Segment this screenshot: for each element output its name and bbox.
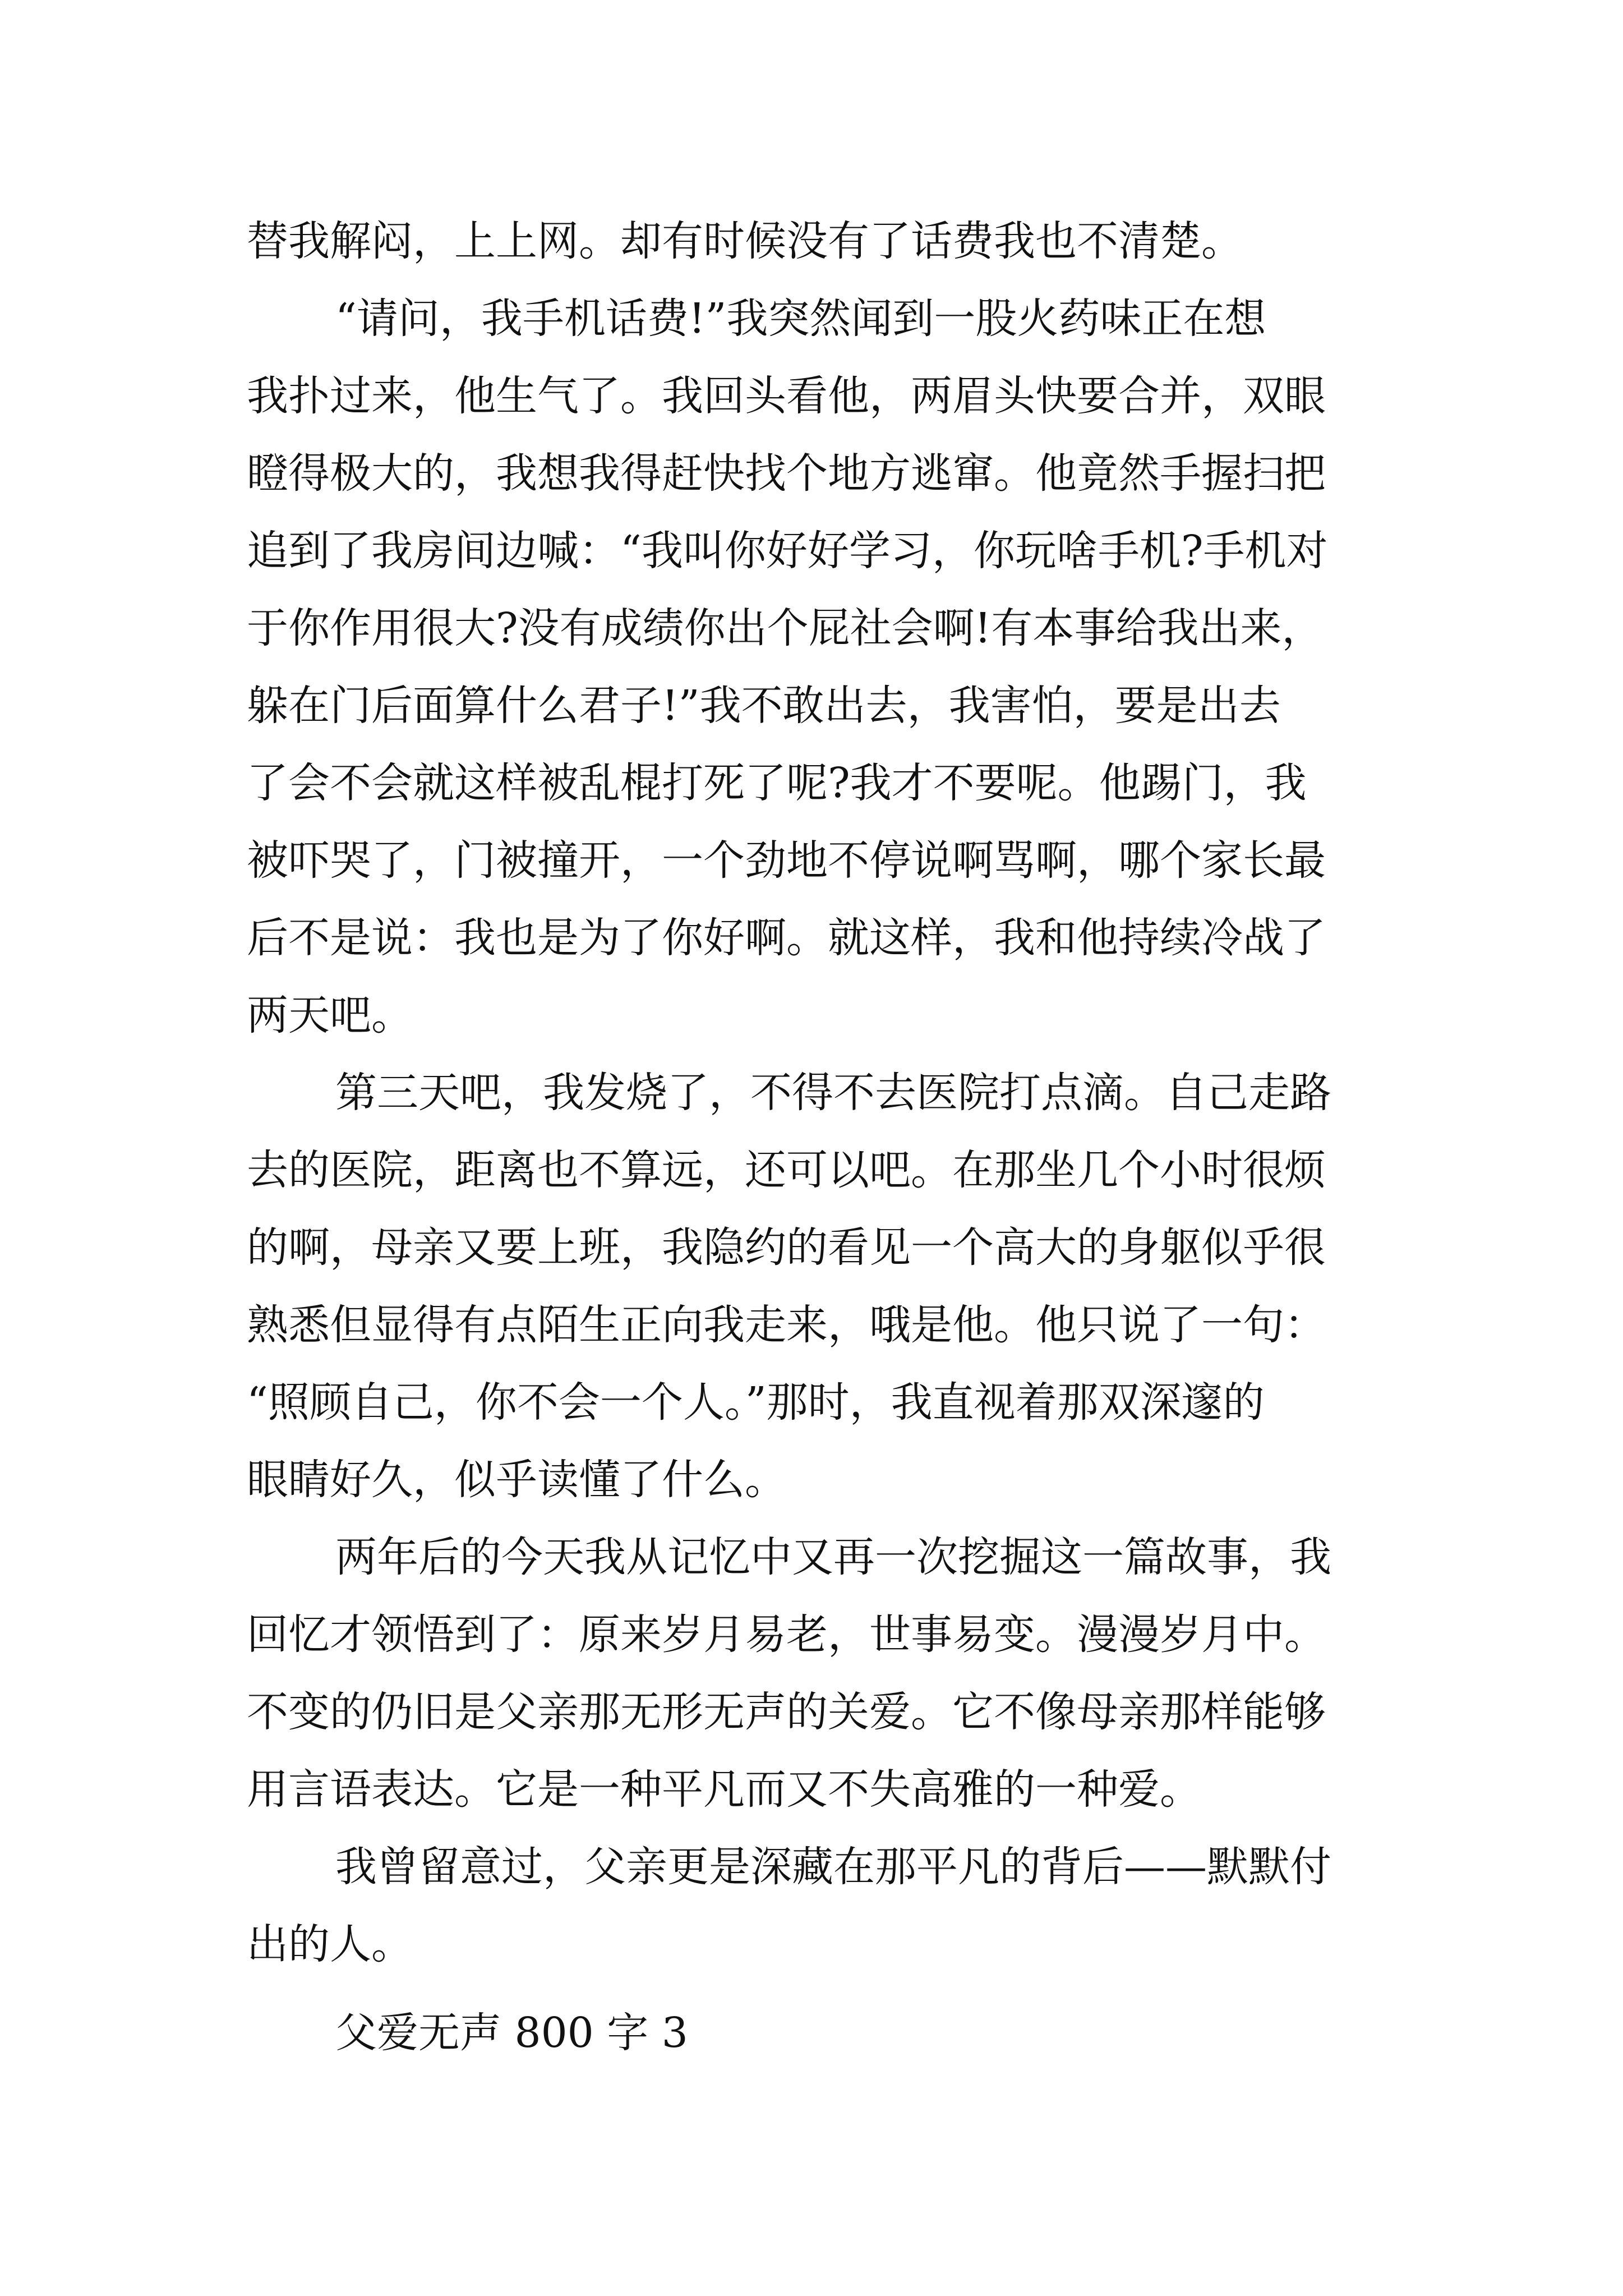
text-line: 我曾留意过，父亲更是深藏在那平凡的背后——默默付 xyxy=(335,1843,1331,1891)
text-line: 后不是说：我也是为了你好啊。就这样，我和他持续冷战了 xyxy=(247,914,1326,962)
text-line: “照顾自己，你不会一个人。”那时，我直视着那双深邃的 xyxy=(247,1378,1265,1427)
text-line: 被吓哭了，门被撞开，一个劲地不停说啊骂啊，哪个家长最 xyxy=(247,836,1326,885)
text-line: 瞪得极大的，我想我得赶快找个地方逃窜。他竟然手握扫把 xyxy=(247,449,1326,498)
text-line: 回忆才领悟到了：原来岁月易老，世事易变。漫漫岁月中。 xyxy=(247,1611,1326,1659)
text-line: 第三天吧，我发烧了，不得不去医院打点滴。自己走路 xyxy=(335,1069,1331,1117)
text-line: 我扑过来，他生气了。我回头看他，两眉头快要合并，双眼 xyxy=(247,372,1326,420)
text-line: “请问，我手机话费!”我突然闻到一股火药味正在想 xyxy=(335,295,1266,343)
text-line: 两年后的今天我从记忆中又再一次挖掘这一篇故事，我 xyxy=(335,1533,1331,1581)
text-line: 替我解闷，上上网。却有时候没有了话费我也不清楚。 xyxy=(247,217,1243,265)
text-line: 了会不会就这样被乱棍打死了呢?我才不要呢。他踢门，我 xyxy=(247,759,1307,807)
text-line: 两天吧。 xyxy=(247,991,413,1039)
text-line: 不变的仍旧是父亲那无形无声的关爱。它不像母亲那样能够 xyxy=(247,1688,1326,1736)
section-heading: 父爱无声 800 字 3 xyxy=(335,2009,688,2057)
text-line: 躲在门后面算什么君子!”我不敢出去，我害怕，要是出去 xyxy=(247,682,1281,730)
text-line: 出的人。 xyxy=(247,1920,413,1968)
text-line: 的啊，母亲又要上班，我隐约的看见一个高大的身躯似乎很 xyxy=(247,1223,1326,1272)
text-line: 去的医院，距离也不算远，还可以吧。在那坐几个小时很烦 xyxy=(247,1146,1326,1194)
text-line: 于你作用很大?没有成绩你出个屁社会啊!有本事给我出来， xyxy=(247,604,1324,652)
text-line: 熟悉但显得有点陌生正向我走来，哦是他。他只说了一句： xyxy=(247,1301,1326,1349)
text-line: 眼睛好久，似乎读懂了什么。 xyxy=(247,1456,786,1504)
text-line: 用言语表达。它是一种平凡而又不失高雅的一种爱。 xyxy=(247,1765,1201,1814)
text-line: 追到了我房间边喊：“我叫你好好学习，你玩啥手机?手机对 xyxy=(247,527,1328,575)
